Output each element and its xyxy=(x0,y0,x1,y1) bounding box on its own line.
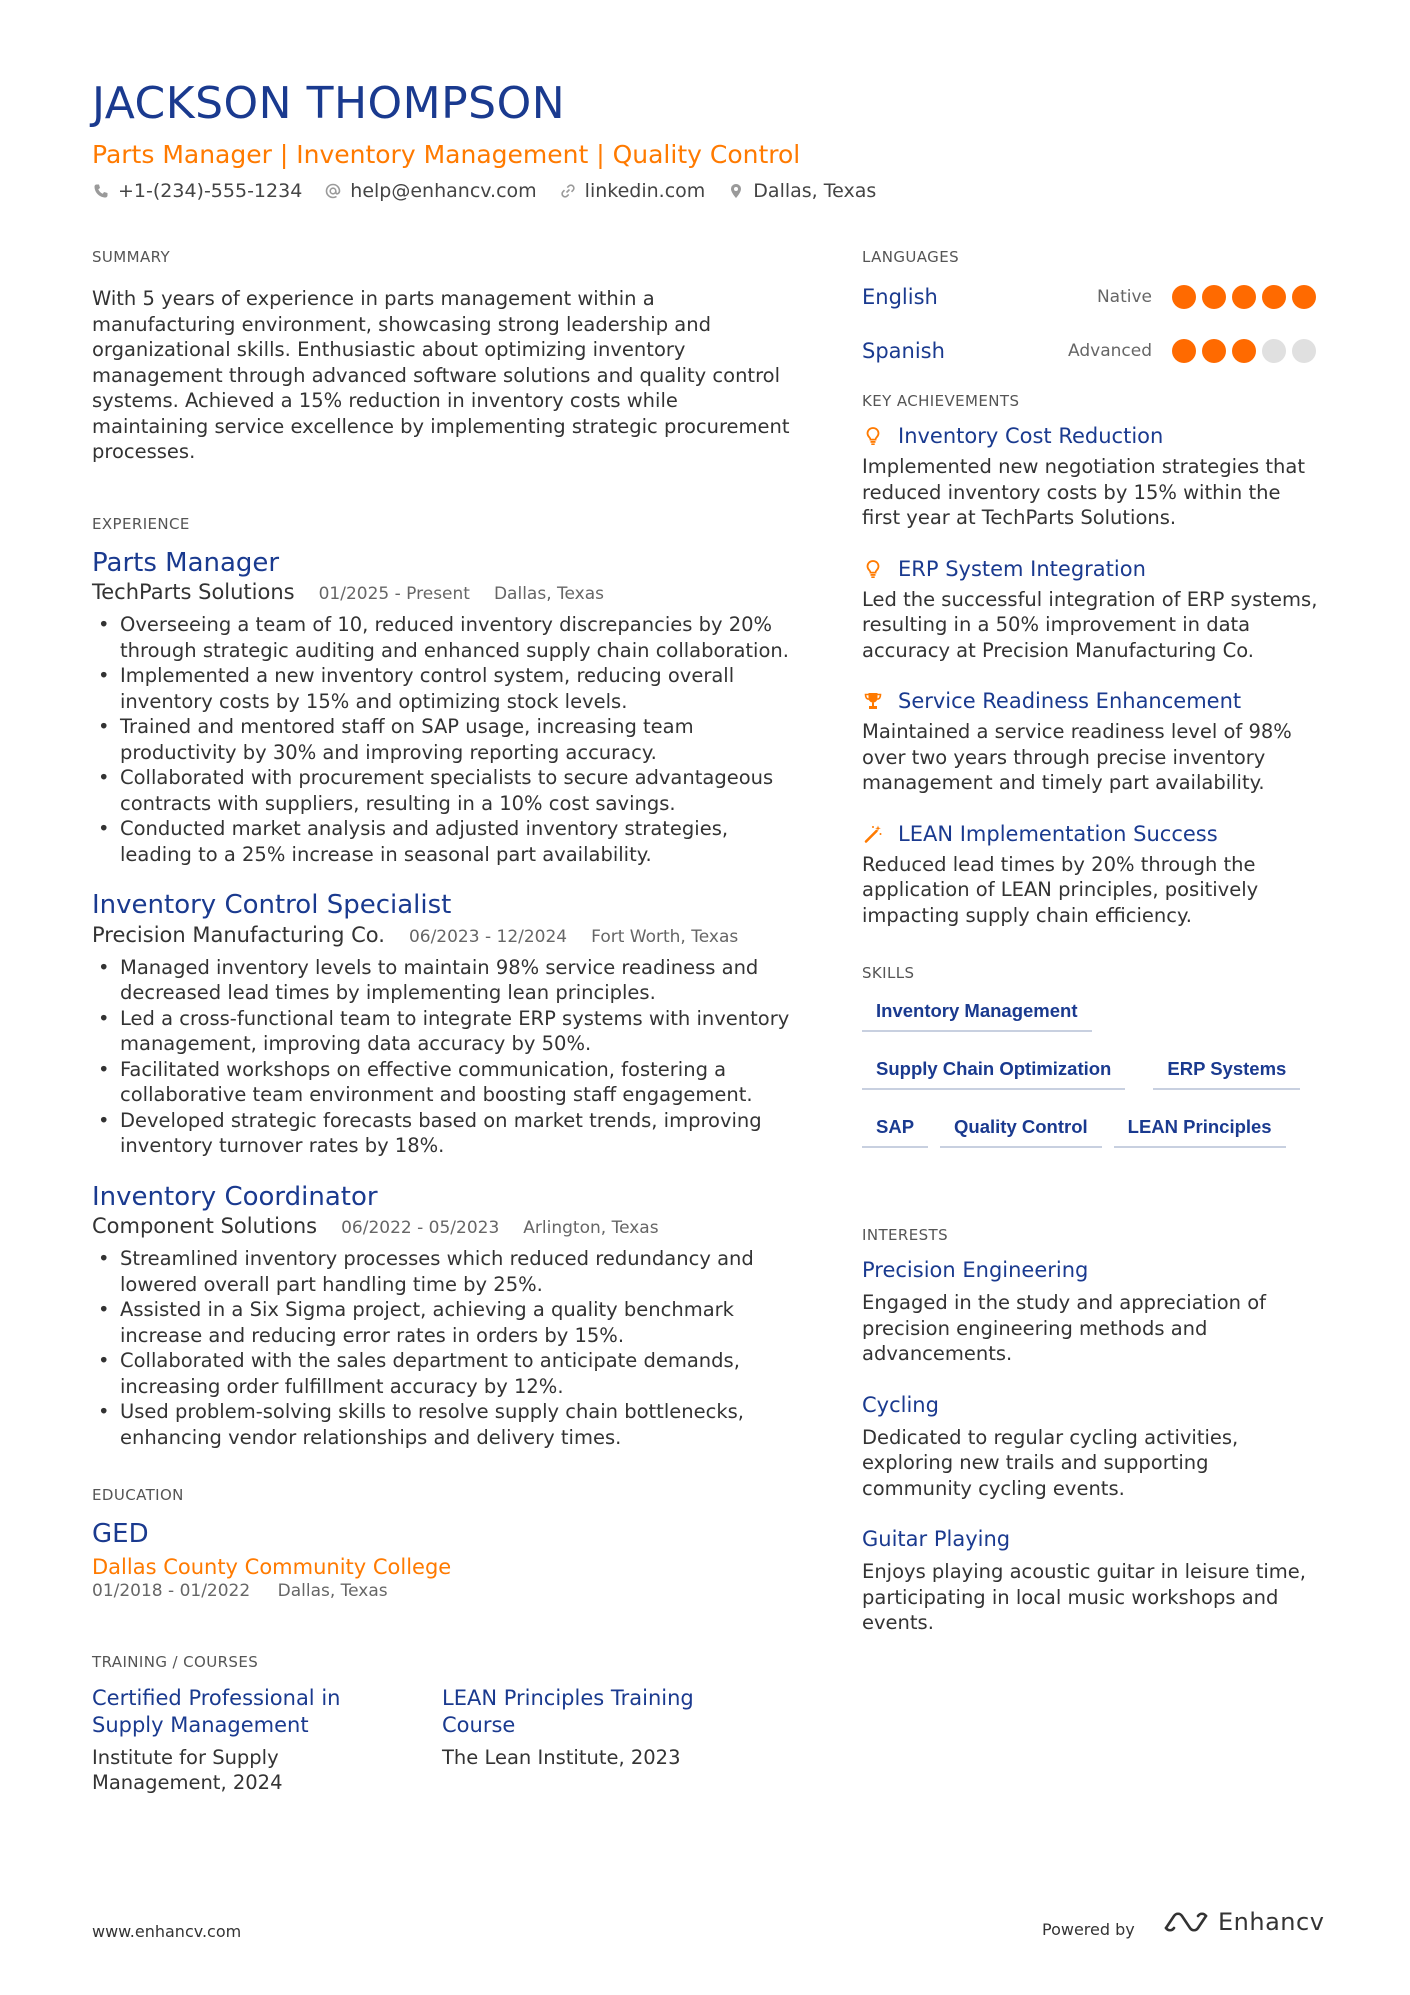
achievement-head xyxy=(862,424,1322,448)
interest-title: Cycling xyxy=(862,1392,939,1417)
language-row xyxy=(862,282,1322,312)
achievement-item xyxy=(862,557,1322,664)
achievement-item xyxy=(862,822,1322,929)
rating-dot-filled xyxy=(1172,339,1196,363)
job-location: Dallas, Texas xyxy=(493,584,604,604)
enhancv-logo-icon xyxy=(1162,1908,1210,1936)
job-entry xyxy=(92,547,792,868)
skill-tag: Inventory Management xyxy=(862,994,1092,1032)
course-provider: The Lean Institute, 2023 xyxy=(442,1745,681,1769)
achievement-desc: Led the successful integration of ERP systems, resulting in a 50% improvement in data accuracy at Precision Manufacturing Co. xyxy=(862,587,1318,662)
language-rating xyxy=(1172,285,1322,309)
rating-dot-filled xyxy=(1232,285,1256,309)
course-item xyxy=(92,1685,370,1796)
bullet-item: • Streamlined inventory processes which reduced redundancy and lowered overall part handling time by 25%. xyxy=(92,1246,792,1297)
rating-dot-empty xyxy=(1292,339,1316,363)
bullet-item: • Collaborated with procurement specialists to secure advantageous contracts with suppliers, resulting in a 10% cost savings. xyxy=(92,765,792,816)
summary-text: With 5 years of experience in parts management within a manufacturing environment, showcasing strong leadership and organizational skills. Enthusiastic about optimizing inventory management through advanced software solutions and quality control systems. Achieved a 15% reduction in inventory costs while maintaining service excellence by implementing strategic procurement processes. xyxy=(92,287,790,463)
edu-meta xyxy=(92,1581,792,1601)
experience-heading: EXPERIENCE xyxy=(92,514,190,533)
interest-item xyxy=(862,1258,1322,1367)
training-heading: TRAINING / COURSES xyxy=(92,1652,259,1671)
job-location: Arlington, Texas xyxy=(523,1218,659,1238)
job-dates: 06/2022 - 05/2023 xyxy=(341,1218,500,1238)
interest-title: Guitar Playing xyxy=(862,1527,1011,1551)
achievement-desc: Maintained a service readiness level of 98% over two years through precise inventory management and timely part availability. xyxy=(862,720,1292,794)
job-entry xyxy=(92,1181,792,1451)
course-item xyxy=(442,1685,720,1796)
job-dates: 06/2023 - 12/2024 xyxy=(408,926,568,947)
achievement-item xyxy=(862,424,1322,531)
skill-tag: LEAN Principles xyxy=(1114,1110,1286,1148)
achievement-item xyxy=(862,689,1322,796)
trophy-icon xyxy=(862,690,884,712)
link-icon xyxy=(559,182,577,200)
training-section xyxy=(92,1653,792,1796)
job-location: Fort Worth, Texas xyxy=(591,926,739,947)
edu-school: Dallas County Community College xyxy=(92,1554,452,1579)
skills-section xyxy=(862,964,1322,1168)
interests-heading: INTERESTS xyxy=(862,1226,948,1244)
lightbulb-icon xyxy=(862,425,884,447)
course-list xyxy=(92,1685,792,1796)
candidate-name: JACKSON THOMPSON xyxy=(92,78,566,129)
achievement-head xyxy=(862,689,1322,713)
job-dates: 01/2025 - Present xyxy=(318,584,470,604)
job-company: TechParts Solutions xyxy=(92,580,295,604)
bullet-item: • Assisted in a Six Sigma project, achieving a quality benchmark increase and reducing error rates in orders by 15%. xyxy=(92,1297,792,1348)
job-bullets xyxy=(92,1246,792,1450)
course-title: Certified Professional in Supply Management xyxy=(92,1685,341,1737)
right-column xyxy=(862,248,1322,1662)
bullet-item: • Facilitated workshops on effective communication, fostering a collaborative team environment and boosting staff engagement. xyxy=(92,1057,792,1108)
summary-section xyxy=(92,248,792,465)
bullet-item: • Overseeing a team of 10, reduced inventory discrepancies by 20% through strategic auditing and enhanced supply chain collaboration. xyxy=(92,612,792,663)
rating-dot-empty xyxy=(1262,339,1286,363)
achievements-heading: KEY ACHIEVEMENTS xyxy=(862,392,1020,410)
languages-heading: LANGUAGES xyxy=(862,248,960,266)
bullet-item: • Managed inventory levels to maintain 98% service readiness and decreased lead times by implementing lean principles. xyxy=(92,955,792,1006)
achievement-head xyxy=(862,822,1322,846)
course-title: LEAN Principles Training Course xyxy=(442,1685,694,1737)
skill-list xyxy=(862,994,1332,1168)
skill-tag: ERP Systems xyxy=(1153,1052,1300,1090)
education-heading: EDUCATION xyxy=(92,1486,184,1504)
job-bullets xyxy=(92,612,792,867)
rating-dot-filled xyxy=(1262,285,1286,309)
languages-section xyxy=(862,248,1322,366)
skills-heading: SKILLS xyxy=(862,964,915,982)
rating-dot-filled xyxy=(1202,285,1226,309)
rating-dot-filled xyxy=(1232,339,1256,363)
interests-section xyxy=(862,1226,1322,1636)
job-meta xyxy=(92,1214,792,1238)
footer-powered-by: Powered by xyxy=(1042,1920,1135,1939)
contact-phone xyxy=(92,180,302,202)
edu-location: Dallas, Texas xyxy=(277,1580,388,1601)
interest-item xyxy=(862,1527,1322,1636)
job-title: Inventory Coordinator xyxy=(92,1181,378,1212)
edu-dates: 01/2018 - 01/2022 xyxy=(92,1580,251,1601)
education-section xyxy=(92,1486,792,1601)
job-meta xyxy=(92,923,792,947)
language-name: Spanish xyxy=(862,339,945,363)
phone-icon xyxy=(92,182,110,200)
interest-item xyxy=(862,1393,1322,1502)
bullet-item: • Developed strategic forecasts based on market trends, improving inventory turnover rates by 18%. xyxy=(92,1108,792,1159)
achievement-desc: Implemented new negotiation strategies that reduced inventory costs by 15% within the first year at TechParts Solutions. xyxy=(862,455,1306,529)
language-name: English xyxy=(862,285,938,309)
achievement-desc: Reduced lead times by 20% through the application of LEAN principles, positively impacting supply chain efficiency. xyxy=(862,852,1259,927)
job-company: Component Solutions xyxy=(92,1214,318,1238)
experience-section xyxy=(92,515,792,1451)
contact-bar xyxy=(92,180,898,202)
contact-location xyxy=(727,180,876,202)
job-company: Precision Manufacturing Co. xyxy=(92,922,385,947)
achievement-title: Inventory Cost Reduction xyxy=(898,424,1164,448)
skill-tag: Supply Chain Optimization xyxy=(862,1052,1125,1090)
job-title: Inventory Control Specialist xyxy=(92,890,452,920)
location-pin-icon xyxy=(727,182,745,200)
achievements-section xyxy=(862,392,1322,928)
bullet-item: • Conducted market analysis and adjusted inventory strategies, leading to a 25% increase in seasonal part availability. xyxy=(92,816,792,867)
interest-desc: Engaged in the study and appreciation of precision engineering methods and advancements. xyxy=(862,1291,1267,1365)
skill-tag: SAP xyxy=(862,1110,928,1148)
contact-email xyxy=(324,180,536,202)
footer-brand-name: Enhancv xyxy=(1218,1908,1325,1936)
achievement-title: Service Readiness Enhancement xyxy=(898,689,1242,713)
bullet-item: • Collaborated with the sales department to anticipate demands, increasing order fulfillment accuracy by 12%. xyxy=(92,1348,792,1399)
phone-text[interactable]: +1-(234)-555-1234 xyxy=(118,180,303,202)
achievement-head xyxy=(862,557,1322,581)
footer-brand[interactable] xyxy=(1162,1908,1324,1936)
language-level: Native xyxy=(1096,287,1152,307)
job-title: Parts Manager xyxy=(92,547,280,578)
interest-desc: Enjoys playing acoustic guitar in leisure time, participating in local music workshops and events. xyxy=(862,1560,1306,1634)
bullet-item: • Led a cross-functional team to integrate ERP systems with inventory management, improving data accuracy by 50%. xyxy=(92,1006,792,1057)
left-column xyxy=(92,248,792,1796)
lightbulb-icon xyxy=(862,558,884,580)
bullet-item: • Trained and mentored staff on SAP usage, increasing team productivity by 30% and improving reporting accuracy. xyxy=(92,714,792,765)
summary-heading: SUMMARY xyxy=(92,248,171,266)
achievement-title: LEAN Implementation Success xyxy=(898,821,1218,846)
bullet-item: • Implemented a new inventory control system, reducing overall inventory costs by 15% and optimizing stock levels. xyxy=(92,663,792,714)
course-provider: Institute for Supply Management, 2024 xyxy=(92,1745,283,1794)
language-level: Advanced xyxy=(1068,341,1152,361)
interest-title: Precision Engineering xyxy=(862,1258,1089,1282)
language-rating xyxy=(1172,339,1322,363)
job-bullets xyxy=(92,955,792,1159)
email-text[interactable]: help@enhancv.com xyxy=(350,180,537,202)
job-meta xyxy=(92,580,792,604)
interest-desc: Dedicated to regular cycling activities, exploring new trails and supporting community cycling events. xyxy=(862,1425,1239,1500)
rating-dot-filled xyxy=(1172,285,1196,309)
headline: Parts Manager | Inventory Management | Quality Control xyxy=(92,140,801,169)
rating-dot-filled xyxy=(1202,339,1226,363)
bullet-item: • Used problem-solving skills to resolve supply chain bottlenecks, enhancing vendor relationships and delivery times. xyxy=(92,1399,792,1450)
skill-tag: Quality Control xyxy=(940,1110,1102,1148)
job-entry xyxy=(92,889,792,1159)
achievement-title: ERP System Integration xyxy=(898,556,1146,581)
language-row xyxy=(862,336,1322,366)
linkedin-text[interactable]: linkedin.com xyxy=(584,180,706,202)
edu-degree: GED xyxy=(92,1519,149,1549)
contact-linkedin xyxy=(559,180,706,202)
location-text: Dallas, Texas xyxy=(753,180,877,202)
rating-dot-filled xyxy=(1292,285,1316,309)
footer-url[interactable]: www.enhancv.com xyxy=(92,1922,242,1941)
at-sign-icon xyxy=(324,182,342,200)
magic-wand-icon xyxy=(862,823,884,845)
